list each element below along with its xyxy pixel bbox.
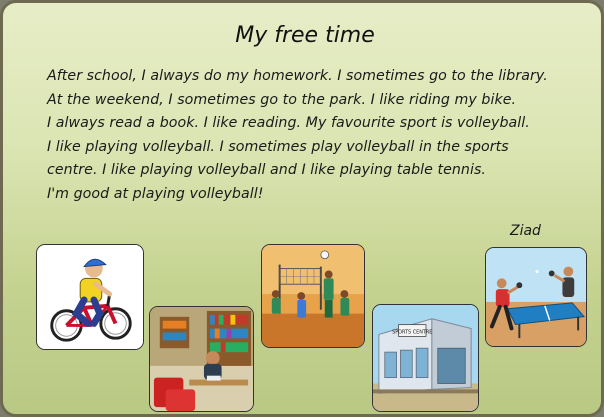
passage-line: After school, I always do my homework. I sometimes go to the library. [47,68,548,84]
passage-line: At the weekend, I sometimes go to the park. I like riding my bike. [47,91,517,108]
bike-rider-picture [36,244,144,350]
sports-centre-picture [372,304,479,412]
table-tennis-picture [485,247,587,347]
passage-line: I always read a book. I like reading. My favourite sport is volleyball. [47,115,530,132]
passage-line: I'm good at playing volleyball! [47,185,264,202]
sports-centre-sign: SPORTS CENTRE [392,329,433,336]
library-picture [149,306,254,412]
table-tennis-icon [486,248,586,346]
passage-line: I like playing volleyball. I sometimes play volleyball in the sports [47,138,509,155]
author-name: Ziad [510,223,541,239]
volleyball-picture [261,244,365,348]
page-title: My free time [235,23,375,48]
passage-text [47,65,577,207]
passage-line: centre. I like playing volleyball and I like playing table tennis. [47,162,486,179]
sports-centre-building-icon [373,305,478,411]
volleyball-players-icon [262,245,364,347]
bike-rider-icon [37,245,143,349]
library-reading-icon [150,307,253,411]
